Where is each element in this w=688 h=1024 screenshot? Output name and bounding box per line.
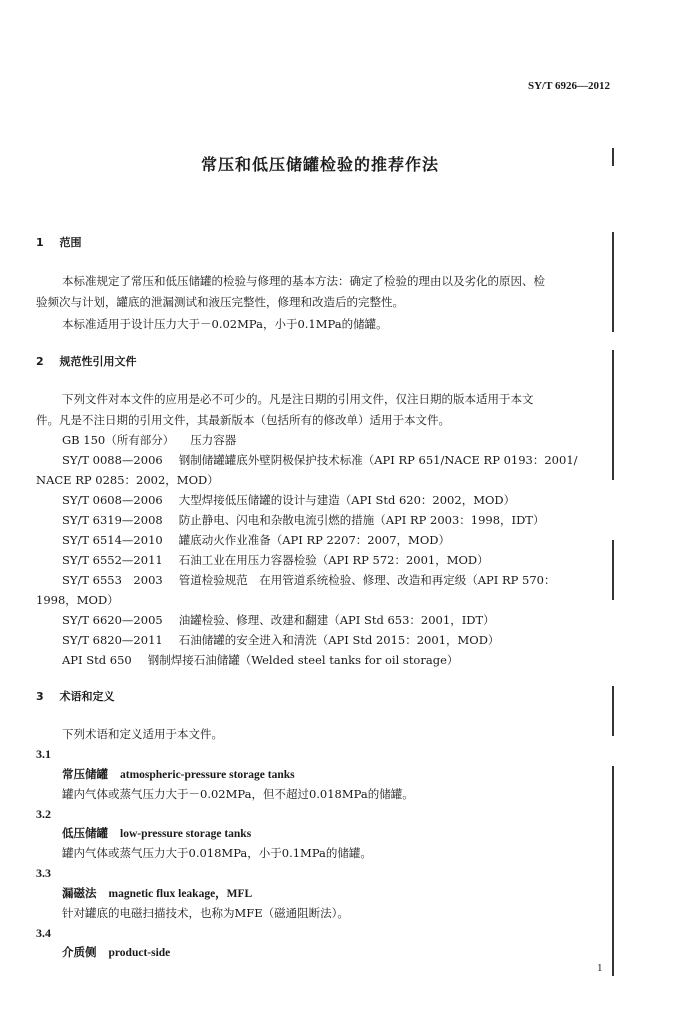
section-2-heading xyxy=(36,355,137,369)
scan-edge-line xyxy=(612,766,614,976)
paragraph-line: 本标准适用于设计压力大于－0.02MPa，小于0.1MPa的储罐。 xyxy=(62,317,388,331)
reference-item xyxy=(62,533,450,547)
reference-item xyxy=(62,513,544,527)
term-en: low-pressure storage tanks xyxy=(120,828,252,840)
term-zh: 介质侧 xyxy=(62,945,97,959)
term-number: 3.1 xyxy=(36,747,51,761)
reference-code: SY/T 6514—2010 xyxy=(62,533,163,547)
reference-continuation: NACE RP 0285：2002，MOD） xyxy=(36,473,219,487)
reference-title: 钢制焊接石油储罐（Welded steel tanks for oil storage） xyxy=(147,653,459,667)
reference-title: 钢制储罐罐底外壁阴极保护技术标准（API RP 651/NACE RP 0193：2001/ xyxy=(178,453,578,467)
reference-title: 防止静电、闪电和杂散电流引燃的措施（API RP 2003：1998，IDT） xyxy=(178,513,545,527)
term-heading xyxy=(62,886,252,901)
section-number: 2 xyxy=(36,355,44,368)
reference-item xyxy=(62,453,578,467)
reference-code: API Std 650 xyxy=(62,653,132,667)
scan-edge-line xyxy=(612,350,614,480)
reference-code: GB 150（所有部分） xyxy=(62,433,175,447)
paragraph-line: 本标准规定了常压和低压储罐的检验与修理的基本方法：确定了检验的理由以及劣化的原因、检 xyxy=(62,274,545,288)
term-en: magnetic flux leakage，MFL xyxy=(108,888,253,900)
reference-code: SY/T 0088—2006 xyxy=(62,453,163,467)
section-number: 1 xyxy=(36,236,44,249)
reference-item xyxy=(62,573,555,587)
reference-item xyxy=(62,433,236,447)
paragraph-line: 下列文件对本文件的应用是必不可少的。凡是注日期的引用文件，仅注日期的版本适用于本文 xyxy=(62,392,534,406)
term-en: product-side xyxy=(108,947,171,959)
reference-item xyxy=(62,553,489,567)
reference-continuation: 1998，MOD） xyxy=(36,593,119,607)
reference-code: SY/T 6620—2005 xyxy=(62,613,163,627)
scan-edge-line xyxy=(612,686,614,736)
reference-item xyxy=(62,493,515,507)
reference-title: 油罐检验、修理、改建和翻建（API Std 653：2001，IDT） xyxy=(178,613,495,627)
reference-code: SY/T 6553 2003 xyxy=(62,573,163,587)
section-title: 范围 xyxy=(59,236,82,249)
reference-code: SY/T 6820—2011 xyxy=(62,633,163,647)
term-heading xyxy=(62,945,170,960)
section-1-heading xyxy=(36,236,82,250)
reference-title: 石油储罐的安全进入和清洗（API Std 2015：2001，MOD） xyxy=(178,633,500,647)
reference-title: 石油工业在用压力容器检验（API RP 572：2001，MOD） xyxy=(178,553,489,567)
reference-code: SY/T 6319—2008 xyxy=(62,513,163,527)
reference-item xyxy=(62,613,495,627)
term-number: 3.4 xyxy=(36,926,51,940)
standard-code: SY/T 6926—2012 xyxy=(527,80,610,92)
term-en: atmospheric-pressure storage tanks xyxy=(120,769,295,781)
reference-code: SY/T 6552—2011 xyxy=(62,553,163,567)
reference-code: SY/T 0608—2006 xyxy=(62,493,163,507)
term-definition: 罐内气体或蒸气压力大于0.018MPa，小于0.1MPa的储罐。 xyxy=(62,846,372,860)
term-number: 3.3 xyxy=(36,866,51,880)
paragraph-line: 下列术语和定义适用于本文件。 xyxy=(62,727,223,741)
reference-title: 大型焊接低压储罐的设计与建造（API Std 620：2002，MOD） xyxy=(178,493,516,507)
term-zh: 常压储罐 xyxy=(62,767,108,781)
document-title: 常压和低压储罐检验的推荐作法 xyxy=(200,155,439,174)
reference-item xyxy=(62,653,458,667)
paragraph-line: 验频次与计划，罐底的泄漏测试和液压完整性，修理和改造后的完整性。 xyxy=(36,295,404,309)
scan-edge-line xyxy=(612,540,614,600)
paragraph-line: 件。凡是不注日期的引用文件，其最新版本（包括所有的修改单）适用于本文件。 xyxy=(36,413,450,427)
term-zh: 漏磁法 xyxy=(62,886,97,900)
reference-title: 压力容器 xyxy=(190,433,237,447)
term-zh: 低压储罐 xyxy=(62,826,108,840)
scan-edge-line xyxy=(612,232,614,332)
reference-title: 管道检验规范 在用管道系统检验、修理、改造和再定级（API RP 570： xyxy=(178,573,556,587)
term-heading xyxy=(62,767,295,782)
term-definition: 针对罐底的电磁扫描技术，也称为MFE（磁通阻断法）。 xyxy=(62,906,349,920)
reference-item xyxy=(62,633,499,647)
scan-edge-line xyxy=(612,148,614,166)
section-number: 3 xyxy=(36,690,44,703)
section-3-heading xyxy=(36,690,115,704)
reference-title: 罐底动火作业准备（API RP 2207：2007，MOD） xyxy=(178,533,450,547)
term-number: 3.2 xyxy=(36,807,51,821)
page-number: 1 xyxy=(597,962,603,974)
term-definition: 罐内气体或蒸气压力大于－0.02MPa，但不超过0.018MPa的储罐。 xyxy=(62,787,414,801)
section-title: 术语和定义 xyxy=(59,690,115,703)
section-title: 规范性引用文件 xyxy=(59,355,137,368)
term-heading xyxy=(62,826,251,841)
